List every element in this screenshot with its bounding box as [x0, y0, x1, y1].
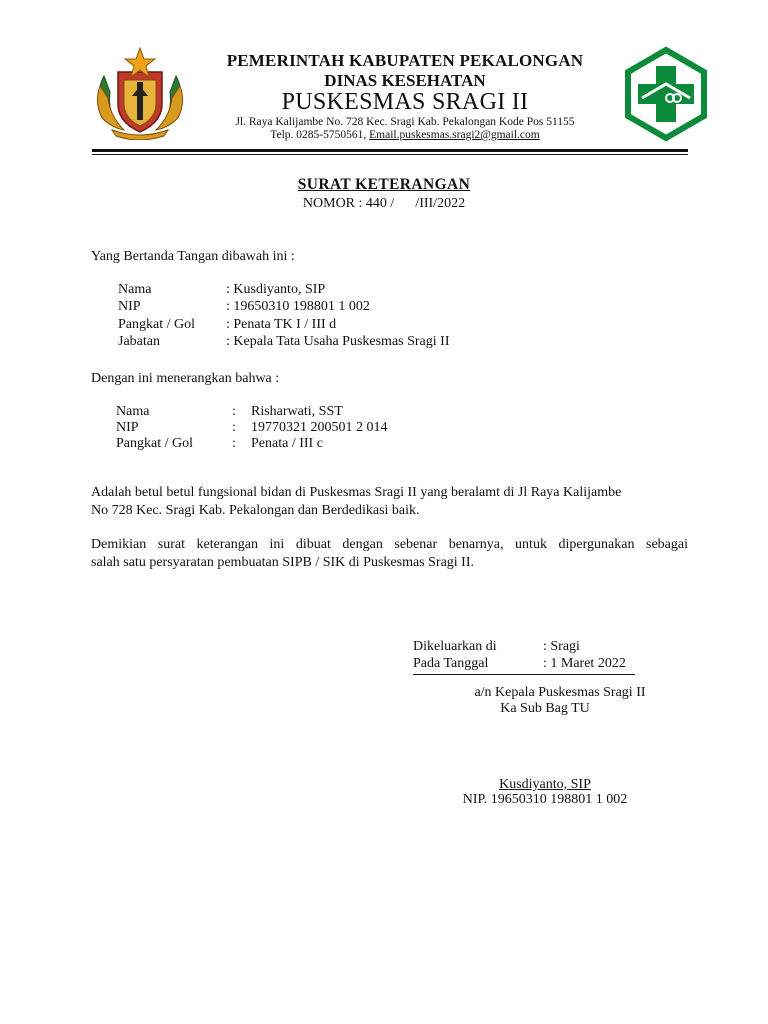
letterhead-phone: Telp. 0285-5750561,: [270, 129, 367, 141]
letterhead-address: Jl. Raya Kalijambe No. 728 Kec. Sragi Kab. Pekalongan Kode Pos 51155: [235, 116, 575, 128]
signature-name: Kusdiyanto, SIP: [499, 777, 591, 792]
regency-coat-of-arms-logo: [94, 46, 186, 140]
paragraph-line: Adalah betul betul fungsional bidan di Puskesmas Sragi II yang beralamt di Jl Raya Kalijambe: [91, 485, 622, 500]
letterhead-contact: [190, 129, 620, 141]
signer-value: : 19650310 198801 1 002: [226, 299, 370, 314]
paragraph-line: salah satu persyaratan pembuatan SIPB / SIK di Puskesmas Sragi II.: [91, 555, 474, 570]
paragraph-functional: [91, 484, 688, 520]
paragraph-line: Demikian surat keterangan ini dibuat dengan sebenar benarnya, untuk dipergunakan sebagai: [91, 537, 688, 552]
issued-date-value: : 1 Maret 2022: [543, 656, 626, 671]
subject-colon: :: [232, 404, 236, 419]
subject-label: NIP: [116, 420, 139, 435]
signer-label: NIP: [118, 299, 141, 314]
puskesmas-green-cross-logo: [622, 46, 710, 142]
document-number: [0, 196, 768, 212]
subject-colon: :: [232, 420, 236, 435]
letterhead-government: PEMERINTAH KABUPATEN PEKALONGAN: [226, 51, 584, 70]
issued-place-value: : Sragi: [543, 639, 580, 654]
letterhead-rule-thick: [92, 149, 688, 152]
signer-row-nip: [118, 299, 678, 317]
signer-row-jabatan: [118, 334, 678, 352]
signer-value: : Penata TK I / III d: [226, 317, 337, 332]
paragraph-closing: [91, 536, 688, 572]
subject-colon: :: [232, 436, 236, 451]
issued-date-label: Pada Tanggal: [413, 656, 489, 671]
signer-value: : Kusdiyanto, SIP: [226, 282, 326, 297]
statement-intro: Dengan ini menerangkan bahwa :: [91, 371, 280, 386]
signature-position: Ka Sub Bag TU: [500, 701, 590, 716]
signature-on-behalf: a/n Kepala Puskesmas Sragi II: [474, 685, 646, 700]
document-title: SURAT KETERANGAN: [297, 176, 471, 193]
signer-value: : Kepala Tata Usaha Puskesmas Sragi II: [226, 334, 450, 349]
document-number-text: NOMOR : 440 / /III/2022: [302, 196, 466, 211]
issued-place-row: [413, 639, 673, 657]
subject-label: Pangkat / Gol: [116, 436, 193, 451]
signer-row-nama: [118, 282, 678, 300]
signer-row-pangkat: [118, 317, 678, 335]
paragraph-line: No 728 Kec. Sragi Kab. Pekalongan dan Berdedikasi baik.: [91, 503, 420, 518]
subject-value: Risharwati, SST: [251, 404, 343, 419]
subject-row-pangkat: [116, 436, 676, 454]
issued-place-label: Dikeluarkan di: [413, 639, 497, 654]
signer-label: Pangkat / Gol: [118, 317, 195, 332]
letterhead-rule-thin: [92, 154, 688, 155]
letterhead-department: DINAS KESEHATAN: [324, 71, 486, 90]
letterhead-institution: PUSKESMAS SRAGI II: [281, 89, 529, 115]
subject-value: Penata / III c: [251, 436, 323, 451]
subject-label: Nama: [116, 404, 150, 419]
signer-label: Nama: [118, 282, 152, 297]
signature-nip: NIP. 19650310 198801 1 002: [462, 792, 628, 807]
intro-text: Yang Bertanda Tangan dibawah ini :: [91, 249, 295, 264]
issued-date-row: [413, 656, 635, 675]
subject-value: 19770321 200501 2 014: [251, 420, 388, 435]
signer-label: Jabatan: [118, 334, 160, 349]
letterhead-email: Email.puskesmas.sragi2@gmail.com: [369, 129, 540, 141]
